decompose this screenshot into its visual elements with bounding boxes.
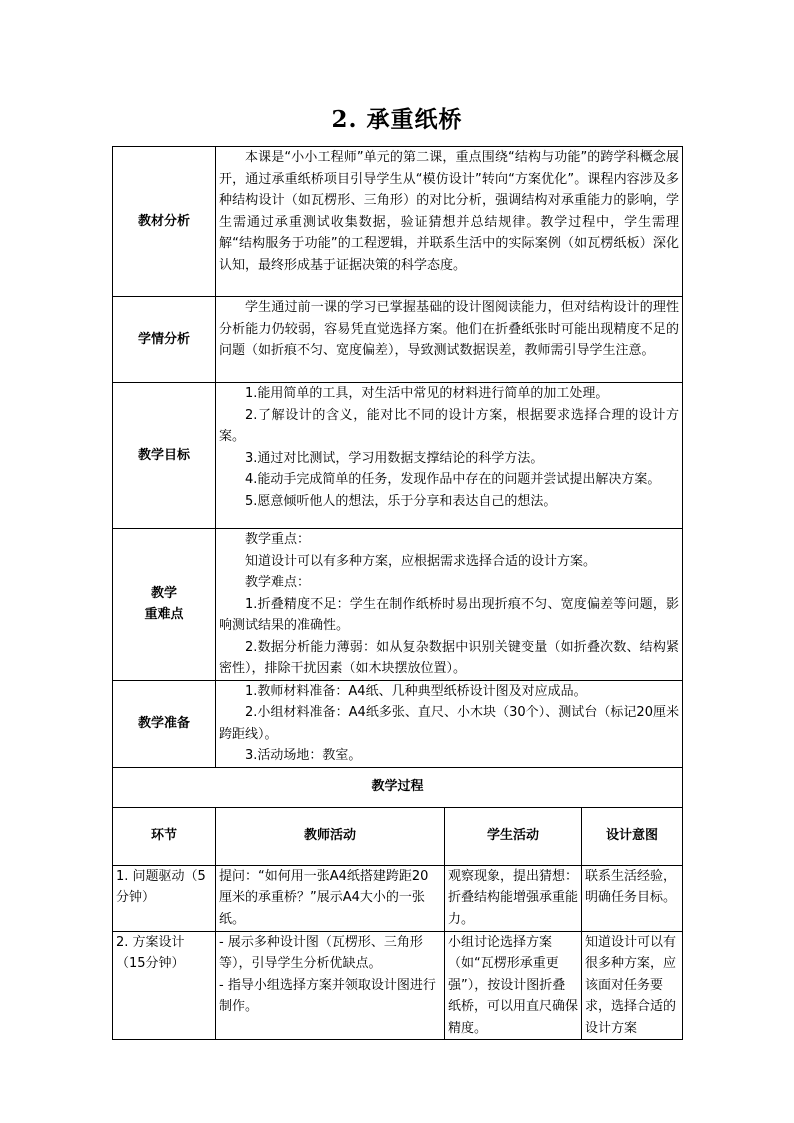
keypoint-item: 1.折叠精度不足：学生在制作纸桥时易出现折痕不匀、宽度偏差等问题，影响测试结果的准确性。	[219, 596, 680, 633]
content-key-points	[216, 529, 683, 681]
goal-item: 4.能动手完成简单的任务，发现作品中存在的问题并尝试提出解决方案。	[245, 472, 661, 487]
content-textbook-analysis	[216, 147, 683, 297]
goal-item: 1.能用简单的工具，对生活中常见的材料进行简单的加工处理。	[245, 386, 609, 401]
process-title: 教学过程	[113, 767, 683, 807]
textbook-analysis-text: 本课是“小小工程师”单元的第二课，重点围绕“结构与功能”的跨学科概念展开，通过承重纸桥项目引导学生从“模仿设计”转向“方案优化”。课程内容涉及多种结构设计（如瓦楞形、三角形）的对比分析，强调结构对承重能力的影响，学生需通过承重测试收集数据，验证猜想并总结规律。教学过程中，学生需理解“结构服务于功能”的工程逻辑，并联系生活中的实际案例（如瓦楞纸板）深化认知，最终形成基于证据决策的科学态度。	[219, 150, 680, 273]
lesson-plan-table	[112, 146, 683, 1040]
label-textbook-analysis: 教材分析	[113, 147, 216, 297]
prep-item: 2.小组材料准备：A4纸多张、直尺、小木块（30个）、测试台（标记20厘米跨距线）。	[219, 705, 680, 742]
header-stage: 环节	[113, 807, 216, 865]
row-student-analysis	[113, 297, 683, 383]
row-process-title	[113, 767, 683, 807]
header-student-activity: 学生活动	[445, 807, 582, 865]
header-teacher-activity: 教师活动	[216, 807, 445, 865]
row-teaching-prep	[113, 680, 683, 767]
keypoint-item: 2.数据分析能力薄弱：如从复杂数据中识别关键变量（如折叠次数、结构紧密性），排除干扰因素（如木块摆放位置）。	[219, 639, 680, 676]
step-student-activity: 观察现象，提出猜想：折叠结构能增强承重能力。	[445, 865, 582, 931]
step-teacher-activity: 提问：“如何用一张A4纸搭建跨距20厘米的承重桥？”展示A4大小的一张纸。	[216, 865, 445, 931]
label-teaching-goals: 教学目标	[113, 383, 216, 529]
content-teaching-goals	[216, 383, 683, 529]
label-key-points-line2: 重难点	[144, 607, 184, 623]
keypoint-item: 知道设计可以有多种方案，应根据需求选择合适的设计方案。	[245, 553, 597, 569]
page-title: 2. 承重纸桥	[331, 106, 463, 133]
step-stage: 2. 方案设计（15分钟）	[113, 931, 216, 1040]
keypoint-item: 教学重点：	[245, 532, 311, 547]
label-key-points	[113, 529, 216, 681]
goal-item: 3.通过对比测试，学习用数据支撑结论的科学方法。	[245, 450, 544, 466]
step-design-intent: 联系生活经验，明确任务目标。	[582, 865, 683, 931]
student-analysis-text: 学生通过前一课的学习已掌握基础的设计图阅读能力，但对结构设计的理性分析能力仍较弱，容易凭直觉选择方案。他们在折叠纸张时可能出现精度不足的问题（如折痕不匀、宽度偏差），导致测试数据误差，教师需引导学生注意。	[219, 300, 680, 358]
row-teaching-goals	[113, 383, 683, 529]
header-design-intent: 设计意图	[582, 807, 683, 865]
teacher-activity-line: - 指导小组选择方案并领取设计图进行制作。	[219, 977, 436, 1014]
row-key-points	[113, 529, 683, 681]
label-teaching-prep: 教学准备	[113, 680, 216, 767]
process-step-row	[113, 865, 683, 931]
label-key-points-line1: 教学	[150, 585, 177, 601]
prep-item: 3.活动场地：教室。	[245, 748, 362, 763]
process-step-row	[113, 931, 683, 1040]
content-student-analysis	[216, 297, 683, 383]
row-textbook-analysis	[113, 147, 683, 297]
goal-item: 5.愿意倾听他人的想法，乐于分享和表达自己的想法。	[245, 493, 557, 509]
goal-item: 2.了解设计的含义，能对比不同的设计方案，根据要求选择合理的设计方案。	[219, 407, 680, 444]
step-student-activity: 小组讨论选择方案（如“瓦楞形承重更强”），按设计图折叠纸桥，可以用直尺确保精度。	[445, 931, 582, 1040]
process-header-row	[113, 807, 683, 865]
teacher-activity-line: - 展示多种设计图（瓦楞形、三角形等），引导学生分析优缺点。	[219, 934, 423, 971]
label-student-analysis: 学情分析	[113, 297, 216, 383]
prep-item: 1.教师材料准备：A4纸、几种典型纸桥设计图及对应成品。	[245, 683, 587, 699]
step-teacher-activity	[216, 931, 445, 1040]
step-stage: 1. 问题驱动（5分钟）	[113, 865, 216, 931]
step-design-intent: 知道设计可以有很多种方案，应该面对任务要求，选择合适的设计方案	[582, 931, 683, 1040]
content-teaching-prep	[216, 680, 683, 767]
keypoint-item: 教学难点：	[245, 575, 311, 590]
